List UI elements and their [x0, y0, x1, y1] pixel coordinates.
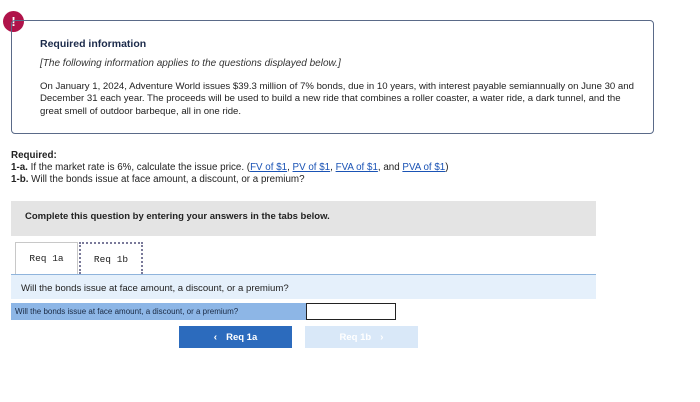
link-close-paren: )	[445, 162, 449, 173]
alert-icon: !	[3, 11, 24, 32]
question-1b-text: Will the bonds issue at face amount, a discount, or a premium?	[31, 174, 305, 185]
link-fva-of-1[interactable]: FVA of $1	[335, 162, 378, 173]
question-1a-text: If the market rate is 6%, calculate the issue price. (	[30, 162, 251, 173]
next-button-label: Req 1b	[339, 331, 372, 343]
link-pva-of-1[interactable]: PVA of $1	[402, 162, 446, 173]
link-fv-of-1[interactable]: FV of $1	[250, 162, 288, 173]
question-1b	[11, 174, 449, 186]
next-button[interactable]	[305, 326, 418, 348]
info-note: [The following information applies to the questions displayed below.]	[40, 58, 341, 69]
chevron-left-icon: ‹	[213, 331, 218, 343]
previous-button-label: Req 1a	[226, 331, 258, 343]
question-panel: Will the bonds issue at face amount, a discount, or a premium?	[11, 274, 596, 299]
question-1a	[11, 162, 449, 174]
info-body: On January 1, 2024, Adventure World issues $39.3 million of 7% bonds, due in 10 years, with interest payable semiannually on June 30 and December 31 each year. The proceeds will be used to build a new ride that combines a roller coaster, a water ride, a dark tunnel, and the great smell of outdoor barbeque, all in one ride.	[40, 81, 634, 117]
tab-req-1b[interactable]: Req 1b	[79, 242, 143, 274]
question-1b-label: 1-b.	[11, 174, 29, 185]
required-information-box	[11, 20, 654, 134]
chevron-right-icon: ›	[380, 331, 384, 343]
link-pv-of-1[interactable]: PV of $1	[292, 162, 331, 173]
tab-req-1a[interactable]: Req 1a	[15, 242, 78, 274]
previous-button[interactable]	[179, 326, 292, 348]
required-section	[11, 150, 449, 186]
question-1a-label: 1-a.	[11, 162, 28, 173]
answer-field-label: Will the bonds issue at face amount, a discount, or a premium?	[11, 303, 307, 320]
link-separator: ,	[330, 162, 336, 173]
link-separator: ,	[287, 162, 293, 173]
info-title: Required information	[40, 38, 147, 50]
answer-input[interactable]	[306, 303, 396, 320]
link-separator: , and	[377, 162, 403, 173]
required-heading: Required:	[11, 150, 57, 161]
instructions-banner: Complete this question by entering your answers in the tabs below.	[11, 201, 596, 236]
